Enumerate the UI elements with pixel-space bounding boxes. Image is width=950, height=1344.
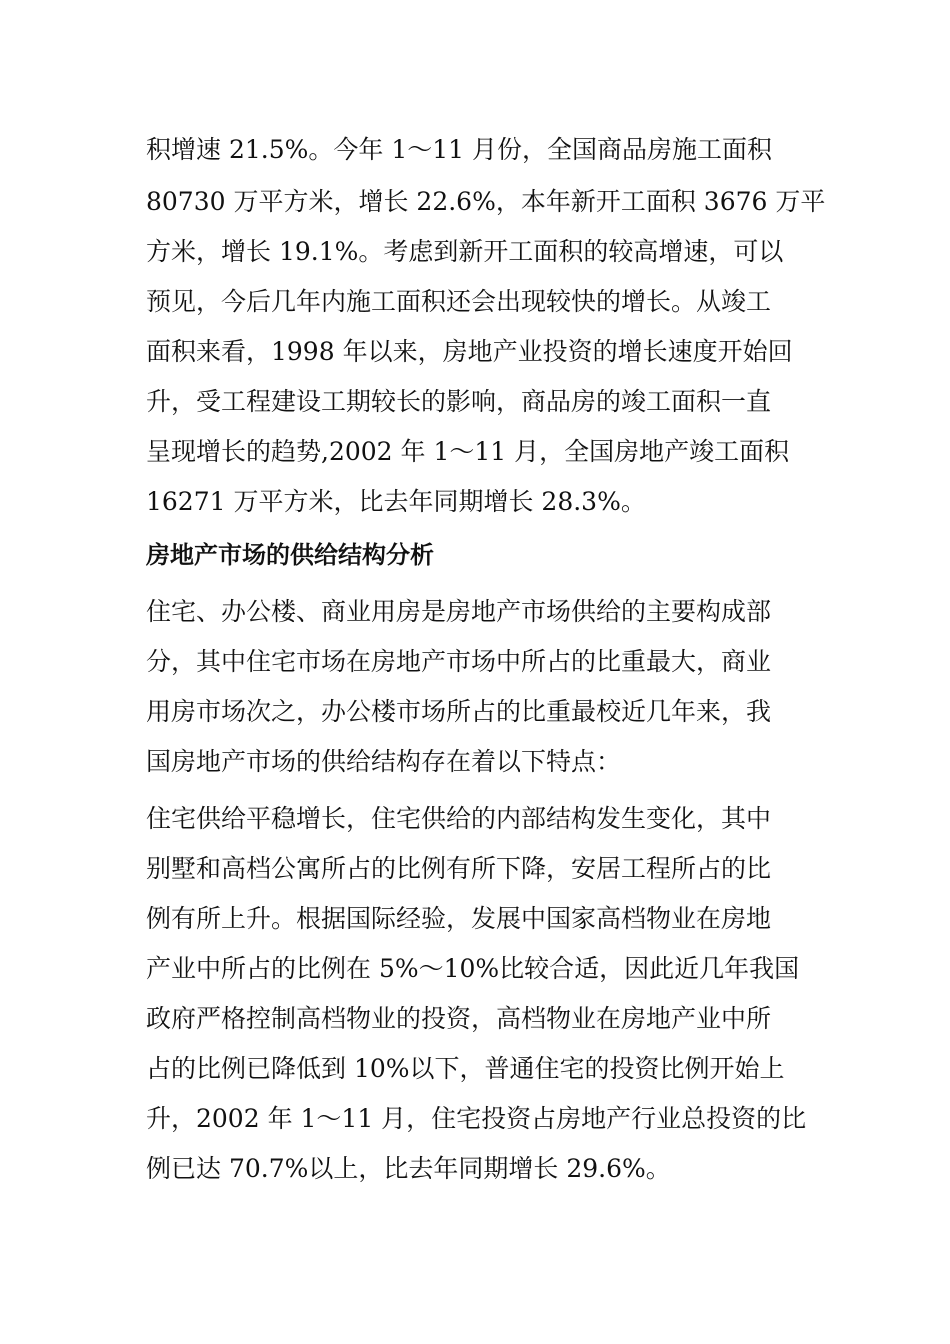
text-line: 别墅和高档公寓所占的比例有所下降，安居工程所占的比 xyxy=(146,854,772,883)
text-line: 产业中所占的比例在 5%～10%比较合适，因此近几年我国 xyxy=(146,954,800,983)
section-heading: 房地产市场的供给结构分析 xyxy=(146,541,434,569)
text-line: 方米，增长 19.1%。考虑到新开工面积的较高增速，可以 xyxy=(146,237,784,266)
text-line: 住宅、办公楼、商业用房是房地产市场供给的主要构成部 xyxy=(146,597,772,626)
text-line: 国房地产市场的供给结构存在着以下特点： xyxy=(146,747,622,776)
text-line: 升，受工程建设工期较长的影响，商品房的竣工面积一直 xyxy=(146,387,772,416)
text-line: 例已达 70.7%以上，比去年同期增长 29.6%。 xyxy=(146,1154,671,1183)
text-line: 用房市场次之，办公楼市场所占的比重最校近几年来，我 xyxy=(146,697,772,726)
text-line: 80730 万平方米，增长 22.6%，本年新开工面积 3676 万平 xyxy=(146,187,826,216)
text-line: 政府严格控制高档物业的投资，高档物业在房地产业中所 xyxy=(146,1004,772,1033)
text-line: 住宅供给平稳增长，住宅供给的内部结构发生变化，其中 xyxy=(146,804,772,833)
text-line: 呈现增长的趋势,2002 年 1～11 月，全国房地产竣工面积 xyxy=(146,437,790,466)
text-line: 占的比例已降低到 10%以下，普通住宅的投资比例开始上 xyxy=(146,1054,785,1083)
text-line: 例有所上升。根据国际经验，发展中国家高档物业在房地 xyxy=(146,904,772,933)
text-line: 积增速 21.5%。今年 1～11 月份，全国商品房施工面积 xyxy=(146,135,772,164)
text-line: 分，其中住宅市场在房地产市场中所占的比重最大，商业 xyxy=(146,647,772,676)
text-line: 预见，今后几年内施工面积还会出现较快的增长。从竣工 xyxy=(146,287,772,316)
text-line: 16271 万平方米，比去年同期增长 28.3%。 xyxy=(146,487,646,516)
text-line: 面积来看，1998 年以来，房地产业投资的增长速度开始回 xyxy=(146,337,793,366)
text-line: 升，2002 年 1～11 月，住宅投资占房地产行业总投资的比 xyxy=(146,1104,807,1133)
